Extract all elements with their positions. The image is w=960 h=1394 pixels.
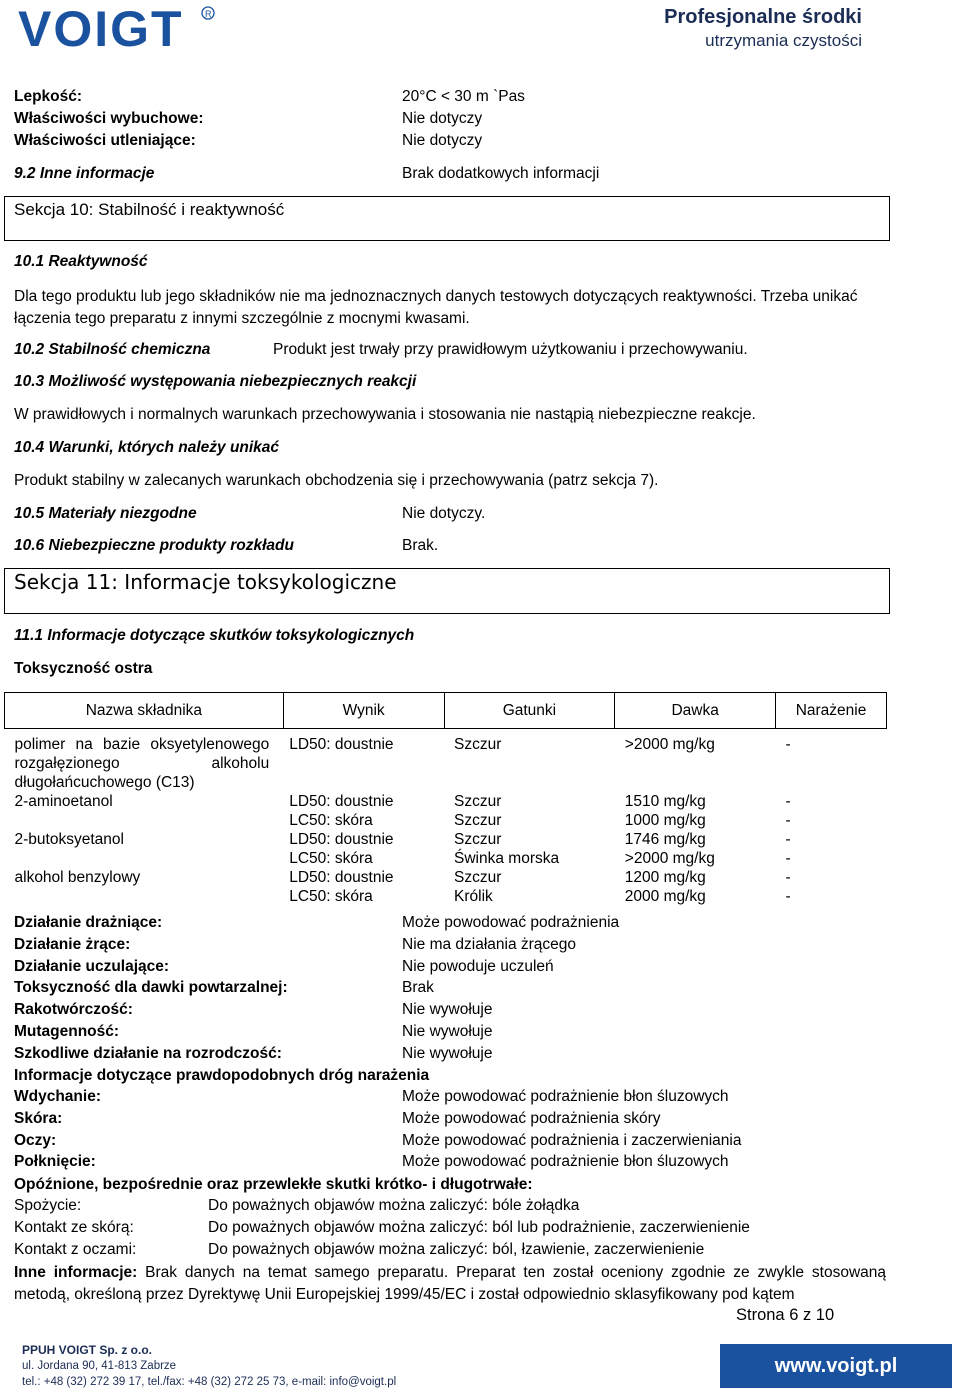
table-header-row <box>5 693 887 729</box>
table-cell: LD50: doustnie LC50: skóra <box>289 831 394 867</box>
subsection-value: Brak dodatkowych informacji <box>402 165 600 182</box>
subsection-title: 10.6 Niebezpieczne produkty rozkładu <box>14 537 294 554</box>
field-label: Rakotwórczość: <box>14 1001 133 1019</box>
prop-value: Nie dotyczy <box>402 110 483 127</box>
logo-text: VOIGT <box>18 4 184 50</box>
table-cell: LD50: doustnie <box>289 736 394 753</box>
field-label: Skóra: <box>14 1109 63 1127</box>
table-cell: - - <box>785 869 791 905</box>
column-header: Dawka <box>615 693 776 729</box>
table-cell: 1510 mg/kg 1000 mg/kg <box>624 793 706 829</box>
subsection-title: 10.4 Warunki, których należy unikać <box>14 439 280 456</box>
paragraph: Produkt stabilny w zalecanych warunkach obchodzenia się i przechowywania (patrz sekcja 7). <box>14 472 659 489</box>
field-value: Do poważnych objawów można zaliczyć: bóle żołądka <box>208 1197 580 1214</box>
table-cell: Szczur <box>454 736 502 753</box>
table-cell: alkohol benzylowy <box>14 869 141 886</box>
section-box <box>4 568 890 614</box>
footer-address: ul. Jordana 90, 41-813 Zabrze <box>22 1360 177 1372</box>
footer-contact: tel.: +48 (32) 272 39 17, tel./fax: +48 (32) 272 25 73, e-mail: info@voigt.pl <box>22 1376 397 1388</box>
svg-text:R: R <box>205 9 212 19</box>
prop-value: 20°C < 30 m `Pas <box>402 88 525 105</box>
field-value: Może powodować podrażnienie błon śluzowych <box>402 1088 729 1105</box>
field-label: Szkodliwe działanie na rozrodczość: <box>14 1044 282 1062</box>
toxicity-table <box>4 692 887 906</box>
table-cell: Szczur Świnka morska <box>454 831 560 867</box>
table-cell: LD50: doustnie LC50: skóra <box>289 793 394 829</box>
table-cell: Szczur Szczur <box>454 793 502 829</box>
routes-title: Informacje dotyczące prawdopodobnych dróg narażenia <box>14 1067 430 1084</box>
field-label: Działanie żrące: <box>14 935 131 953</box>
subsection-title: 11.1 Informacje dotyczące skutków toksykologicznych <box>14 627 415 644</box>
column-header: Wynik <box>283 693 444 729</box>
table-cell: >2000 mg/kg <box>624 736 715 753</box>
column-header: Gatunki <box>444 693 615 729</box>
footer-website[interactable]: www.voigt.pl <box>720 1344 952 1388</box>
table-cell: polimer na bazie oksyetylenowego rozgałęzionego alkoholu długołańcuchowego (C13) <box>14 736 270 791</box>
prop-label: Właściwości utleniające: <box>14 132 196 149</box>
subsection-text: Produkt jest trwały przy prawidłowym użytkowaniu i przechowywaniu. <box>273 341 748 358</box>
prop-label: Właściwości wybuchowe: <box>14 110 204 127</box>
table-cell: - - <box>785 831 791 867</box>
table-cell: 1746 mg/kg >2000 mg/kg <box>624 831 715 867</box>
table-cell: - - <box>785 793 791 829</box>
prop-value: Nie dotyczy <box>402 132 483 149</box>
field-value: Nie ma działania żrącego <box>402 935 577 953</box>
field-value: Nie wywołuje <box>402 1023 493 1040</box>
table-row <box>5 792 887 830</box>
table-cell: Szczur Królik <box>454 869 502 905</box>
table-row <box>5 868 887 906</box>
field-label: Spożycie: <box>14 1197 82 1214</box>
field-value: Może powodować podrażnienia i zaczerwieniania <box>402 1131 742 1149</box>
subsection-text: Brak. <box>402 537 439 554</box>
section-title: Sekcja 10: Stabilność i reaktywność <box>14 200 285 219</box>
field-value: Nie powoduje uczuleń <box>402 957 554 975</box>
subsection-title: 10.3 Możliwość występowania niebezpiecznych reakcji <box>14 373 417 390</box>
section-title: Sekcja 11: Informacje toksykologiczne <box>14 570 397 594</box>
table-row <box>5 729 887 793</box>
table-cell: - <box>785 736 791 753</box>
field-label: Toksyczność dla dawki powtarzalnej: <box>14 979 288 997</box>
field-value: Do poważnych objawów można zaliczyć: ból, łzawienie, zaczerwienienie <box>208 1240 705 1258</box>
subsection-title: 9.2 Inne informacje <box>14 165 155 182</box>
table-row <box>5 830 887 868</box>
table-cell: 2-butoksyetanol <box>14 831 124 848</box>
section-box <box>4 196 890 241</box>
subsection-text: Nie dotyczy. <box>402 505 486 522</box>
field-label: Mutagenność: <box>14 1023 120 1040</box>
field-value: Nie wywołuje <box>402 1001 493 1019</box>
prop-label: Lepkość: <box>14 88 83 105</box>
field-label: Kontakt z oczami: <box>14 1240 137 1258</box>
company-logo <box>18 4 218 50</box>
paragraph: W prawidłowych i normalnych warunkach przechowywania i stosowania nie nastąpią niebezpieczne reakcje. <box>14 406 756 423</box>
field-value: Może powodować podrażnienia skóry <box>402 1109 661 1127</box>
footer-contact-block <box>22 1342 396 1390</box>
subsection-title: 10.5 Materiały niezgodne <box>14 505 197 522</box>
field-value: Może powodować podrażnienie błon śluzowych <box>402 1153 729 1171</box>
table-cell: 2-aminoetanol <box>14 793 113 810</box>
column-header: Narażenie <box>776 693 887 729</box>
other-info-text: Brak danych na temat samego preparatu. Preparat ten został oceniony zgodnie ze zwykle stosowaną metodą, określoną przez Dyrektywę Unii Europejskiej 1999/45/EC i został odpowiednio sklasyfikowany pod kątem <box>14 1264 887 1303</box>
other-info-paragraph <box>14 1262 886 1306</box>
field-value: Może powodować podrażnienia <box>402 914 620 931</box>
field-label: Oczy: <box>14 1131 57 1149</box>
field-value: Brak <box>402 979 434 997</box>
page-number: Strona 6 z 10 <box>736 1306 835 1324</box>
field-label: Działanie uczulające: <box>14 957 170 975</box>
table-cell: LD50: doustnie LC50: skóra <box>289 869 394 905</box>
field-label: Wdychanie: <box>14 1088 101 1105</box>
subsection-title: 10.2 Stabilność chemiczna <box>14 341 211 358</box>
field-value: Do poważnych objawów można zaliczyć: ból lub podrażnienie, zaczerwienienie <box>208 1218 750 1236</box>
paragraph: Dla tego produktu lub jego składników nie ma jednoznacznych danych testowych dotyczących reaktywności. Trzeba unikać łączenia tego preparatu z innymi szczególnie z mocnymi kwasami. <box>14 288 858 327</box>
acute-toxicity-title: Toksyczność ostra <box>14 660 153 677</box>
subsection-title: 10.1 Reaktywność <box>14 253 148 270</box>
field-value: Nie wywołuje <box>402 1044 493 1062</box>
column-header: Nazwa składnika <box>5 693 284 729</box>
other-info-label: Inne informacje: <box>14 1264 138 1281</box>
delayed-title: Opóźnione, bezpośrednie oraz przewlekłe skutki krótko- i długotrwałe: <box>14 1176 533 1193</box>
footer-company: PPUH VOIGT Sp. z o.o. <box>22 1343 153 1357</box>
field-label: Kontakt ze skórą: <box>14 1218 134 1236</box>
table-cell: 1200 mg/kg 2000 mg/kg <box>624 869 706 905</box>
header-tagline-2: utrzymania czystości <box>705 31 862 50</box>
header-tagline-1: Profesjonalne środki <box>664 6 862 28</box>
field-label: Działanie drażniące: <box>14 914 163 931</box>
field-label: Połknięcie: <box>14 1153 96 1171</box>
